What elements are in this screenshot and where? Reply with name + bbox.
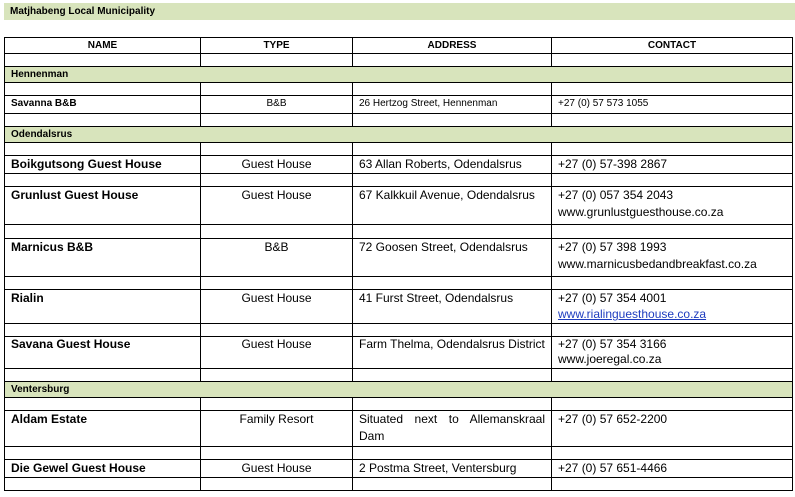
- spacer-row: [5, 114, 793, 127]
- table-row: [5, 460, 793, 478]
- row-address: 67 Kalkkuil Avenue, Odendalsrus: [353, 187, 552, 225]
- row-address: Situated next to Allemanskraal Dam: [353, 411, 552, 447]
- document-title: Matjhabeng Local Municipality: [4, 3, 795, 20]
- spacer-row: [5, 277, 793, 290]
- row-address: 41 Furst Street, Odendalsrus: [353, 290, 552, 324]
- spacer-row: [5, 174, 793, 187]
- row-phone: +27 (0) 057 354 2043: [558, 188, 674, 202]
- row-phone: +27 (0) 57 573 1055: [552, 96, 793, 114]
- table-row: [5, 96, 793, 114]
- row-address: 63 Allan Roberts, Odendalsrus: [353, 156, 552, 174]
- row-name: Boikgutsong Guest House: [5, 156, 201, 174]
- header-address: ADDRESS: [353, 38, 552, 54]
- row-phone: +27 (0) 57 354 3166: [558, 337, 667, 351]
- row-type: Guest House: [201, 460, 353, 478]
- header-name: NAME: [5, 38, 201, 54]
- row-name: Savanna B&B: [5, 96, 201, 114]
- row-name: Grunlust Guest House: [5, 187, 201, 225]
- row-type: Guest House: [201, 156, 353, 174]
- section-odendalsrus: Odendalsrus: [5, 127, 793, 143]
- row-phone: +27 (0) 57-398 2867: [552, 156, 793, 174]
- row-contact: [552, 187, 793, 225]
- row-name: Savana Guest House: [5, 337, 201, 369]
- row-name: Rialin: [5, 290, 201, 324]
- section-ventersburg: Ventersburg: [5, 382, 793, 398]
- row-type: B&B: [201, 239, 353, 277]
- table-row: [5, 337, 793, 369]
- row-name: Marnicus B&B: [5, 239, 201, 277]
- row-address: 2 Postma Street, Ventersburg: [353, 460, 552, 478]
- section-row: [5, 127, 793, 143]
- row-contact: [552, 239, 793, 277]
- section-hennenman: Hennenman: [5, 67, 793, 83]
- table-row: [5, 290, 793, 324]
- row-type: B&B: [201, 96, 353, 114]
- row-type: Guest House: [201, 290, 353, 324]
- spacer-row: [5, 324, 793, 337]
- spacer-row: [5, 225, 793, 239]
- row-address: 26 Hertzog Street, Hennenman: [353, 96, 552, 114]
- row-type: Guest House: [201, 187, 353, 225]
- spacer-row: [5, 478, 793, 491]
- row-website: www.joeregal.co.za: [558, 352, 662, 366]
- table-row: [5, 156, 793, 174]
- row-website-link[interactable]: www.rialinguesthouse.co.za: [558, 307, 707, 321]
- spacer-row: [5, 83, 793, 96]
- row-type: Guest House: [201, 337, 353, 369]
- row-website: www.marnicusbedandbreakfast.co.za: [558, 257, 757, 271]
- section-row: [5, 382, 793, 398]
- row-name: Aldam Estate: [5, 411, 201, 447]
- table-row: [5, 239, 793, 277]
- row-contact: [552, 337, 793, 369]
- accommodation-table: [4, 37, 793, 491]
- spacer-row: [5, 54, 793, 67]
- table-row: [5, 411, 793, 447]
- row-website: www.grunlustguesthouse.co.za: [558, 205, 724, 219]
- header-contact: CONTACT: [552, 38, 793, 54]
- spacer-row: [5, 398, 793, 411]
- section-row: [5, 67, 793, 83]
- header-row: [5, 38, 793, 54]
- row-phone: +27 (0) 57 651-4466: [552, 460, 793, 478]
- table-row: [5, 187, 793, 225]
- header-type: TYPE: [201, 38, 353, 54]
- spacer-row: [5, 447, 793, 460]
- row-type: Family Resort: [201, 411, 353, 447]
- row-name: Die Gewel Guest House: [5, 460, 201, 478]
- row-phone: +27 (0) 57 398 1993: [558, 240, 667, 254]
- row-contact: [552, 290, 793, 324]
- row-phone: +27 (0) 57 354 4001: [558, 291, 667, 305]
- row-phone: +27 (0) 57 652-2200: [552, 411, 793, 447]
- row-address: Farm Thelma, Odendalsrus District: [353, 337, 552, 369]
- spacer-row: [5, 369, 793, 382]
- row-address: 72 Goosen Street, Odendalsrus: [353, 239, 552, 277]
- spacer-row: [5, 143, 793, 156]
